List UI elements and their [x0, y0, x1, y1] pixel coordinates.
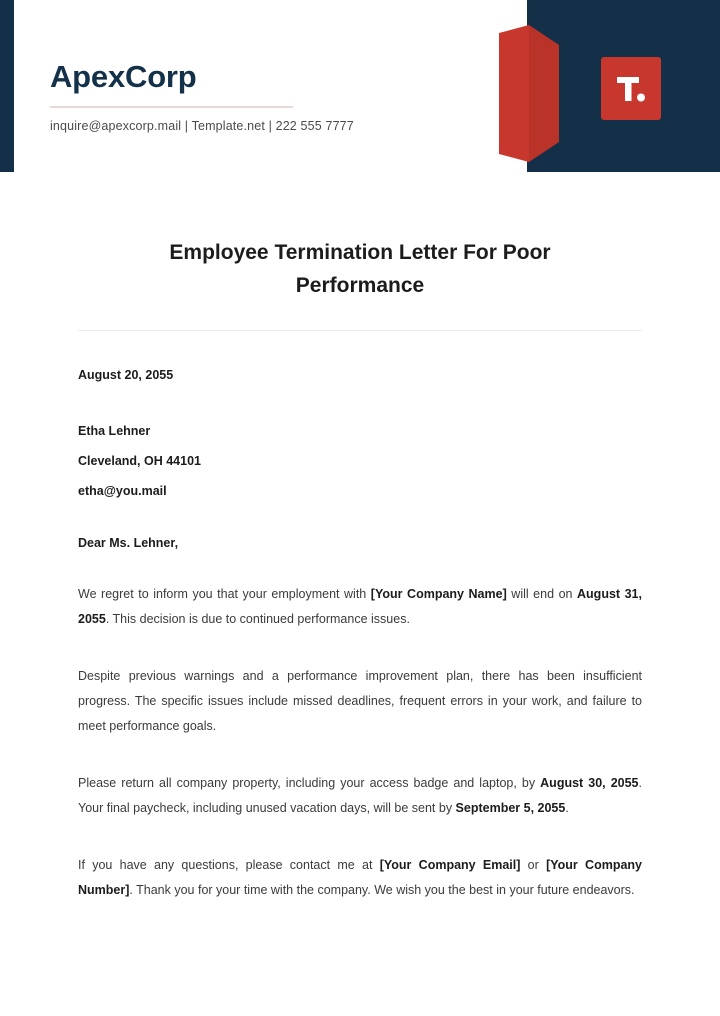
left-accent-bar — [0, 0, 14, 172]
paragraph-performance-history — [78, 664, 642, 739]
body-text: or — [520, 858, 547, 873]
body-text: . This decision is due to continued performance issues. — [105, 612, 410, 627]
body-text: . Your final paycheck, including unused vacation days, will be sent by — [78, 776, 642, 816]
letterhead-header — [0, 0, 720, 175]
salutation: Dear Ms. Lehner, — [78, 536, 179, 551]
recipient-name: Etha Lehner — [78, 424, 151, 439]
brand-contact-line: inquire@apexcorp.mail | Template.net | 222 555 7777 — [50, 119, 354, 134]
body-text: will end on — [506, 587, 578, 602]
paragraph-property-and-paycheck — [78, 771, 642, 821]
template-net-logo-icon — [601, 57, 661, 120]
letter-body — [78, 582, 642, 903]
letter-content — [0, 237, 720, 903]
body-text: . Thank you for your time with the company. We wish you the best in your future endeavors. — [129, 883, 635, 898]
emphasized-text: [Your Company Name] — [370, 587, 507, 602]
body-text: If you have any questions, please contact me at — [78, 858, 380, 873]
body-text: Please return all company property, including your access badge and laptop, by — [78, 776, 541, 791]
body-text: Despite previous warnings and a performance improvement plan, there has been insufficient progress. The specific issues include missed deadlines, frequent errors in your work, and failure to meet performance goals. — [78, 669, 642, 734]
emphasized-text: August 30, 2055 — [540, 776, 639, 791]
brand-block — [50, 60, 470, 133]
page-title: Employee Termination Letter For Poor Performance — [169, 241, 551, 297]
recipient-address: Cleveland, OH 44101 — [78, 454, 201, 469]
red-ribbon-bookmark-icon — [497, 25, 559, 162]
title-divider — [78, 330, 642, 331]
letter-date: August 20, 2055 — [78, 368, 174, 383]
paragraph-contact-and-closing — [78, 853, 642, 903]
recipient-block — [78, 424, 642, 498]
emphasized-text: September 5, 2055 — [455, 801, 566, 816]
body-text: We regret to inform you that your employment with — [78, 587, 371, 602]
emphasized-text: [Your Company Email] — [379, 858, 521, 873]
recipient-email: etha@you.mail — [78, 484, 167, 499]
paragraph-termination-notice — [78, 582, 642, 632]
emphasized-text: [Your Company Number] — [78, 858, 642, 898]
brand-name: ApexCorp — [50, 59, 197, 94]
body-text: . — [565, 801, 569, 816]
brand-divider — [50, 106, 293, 108]
emphasized-text: August 31, 2055 — [78, 587, 642, 627]
